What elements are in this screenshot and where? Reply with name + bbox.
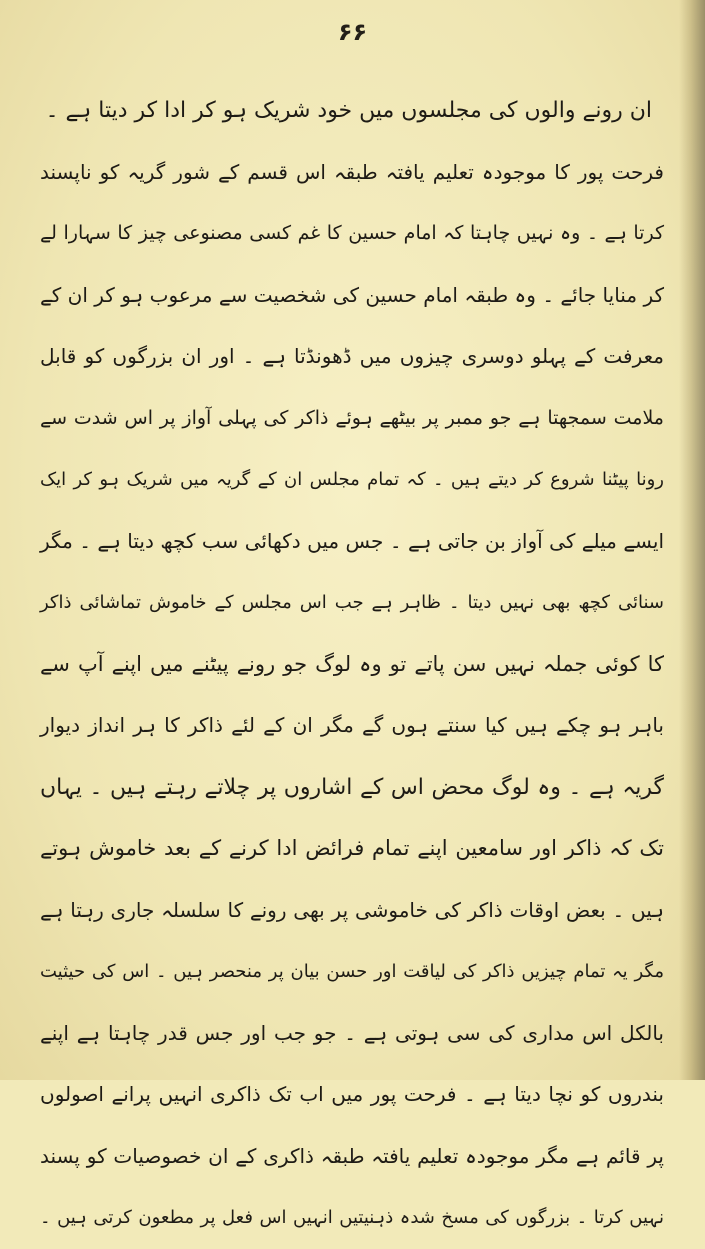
text-line: پر قائم ہے مگر موجودہ تعلیم یافتہ طبقہ ذاکری کے ان خصوصیات کو پسند	[40, 1143, 664, 1168]
text-line: کا کوئی جملہ نہیں سن پاتے تو وہ لوگ جو رونے پیٹنے میں اپنے آپ سے	[40, 651, 664, 676]
text-line: بالکل اس مداری کی سی ہوتی ہے ۔ جو جب اور جس قدر چاہتا ہے اپنے	[40, 1020, 664, 1045]
text-line: ملامت سمجھتا ہے جو ممبر پر بیٹھے ہوئے ذاکر کی پہلی آواز پر اس شدت سے	[40, 406, 664, 429]
text-line: تک کہ ذاکر اور سامعین اپنے تمام فرائض ادا کرنے کے بعد خاموش ہوتے	[40, 836, 664, 860]
text-line: باہر ہو چکے ہیں کیا سنتے ہوں گے مگر ان کے لئے ذاکر کا ہر انداز دیوار	[40, 713, 664, 737]
text-line: فرحت پور کا موجودہ تعلیم یافتہ طبقہ اس قسم کے شور گریہ کو ناپسند	[40, 159, 664, 184]
text-line: کر منایا جائے ۔ وہ طبقہ امام حسین کی شخصیت سے مرعوب ہو کر ان کے	[40, 282, 664, 307]
text-line: ایسے میلے کی آواز بن جاتی ہے ۔ جس میں دکھائی سب کچھ دیتا ہے ۔ مگر	[40, 528, 664, 553]
text-line: ہیں ۔ بعض اوقات ذاکر کی خاموشی پر بھی رونے کا سلسلہ جاری رہتا ہے	[40, 897, 664, 922]
text-line: سنائی کچھ بھی نہیں دیتا ۔ ظاہر ہے جب اس مجلس کے خاموش تماشائی ذاکر	[40, 592, 664, 613]
text-line: معرفت کے پہلو دوسری چیزوں میں ڈھونڈتا ہے ۔ اور ان بزرگوں کو قابل	[40, 344, 664, 368]
page-binding-shadow	[679, 0, 705, 1080]
text-line: گریہ ہے ۔ وہ لوگ محض اس کے اشاروں پر چلاتے رہتے ہیں ۔ یہاں	[40, 774, 664, 800]
text-line: بندروں کو نچا دیتا ہے ۔ فرحت پور میں اب تک ذاکری انہیں پرانے اصولوں	[40, 1082, 664, 1106]
page-text-block	[40, 80, 664, 1228]
page-number: ۶۶	[337, 18, 368, 46]
text-line: ان رونے والوں کی مجلسوں میں خود شریک ہو کر ادا کر دیتا ہے ۔	[45, 98, 652, 123]
text-line: نہیں کرتا ۔ بزرگوں کی مسخ شدہ ذہنیتیں انہیں اس فعل پر مطعون کرتی ہیں ۔	[40, 1207, 664, 1228]
text-line: مگر یہ تمام چیزیں ذاکر کی لیاقت اور حسن بیان پر منحصر ہیں ۔ اس کی حیثیت	[40, 961, 664, 982]
text-line: کرتا ہے ۔ وہ نہیں چاہتا کہ امام حسین کا غم کسی مصنوعی چیز کا سہارا لے	[40, 222, 664, 244]
text-line: رونا پیٹنا شروع کر دیتے ہیں ۔ کہ تمام مجلس ان کے گریہ میں شریک ہو کر ایک	[40, 469, 664, 490]
